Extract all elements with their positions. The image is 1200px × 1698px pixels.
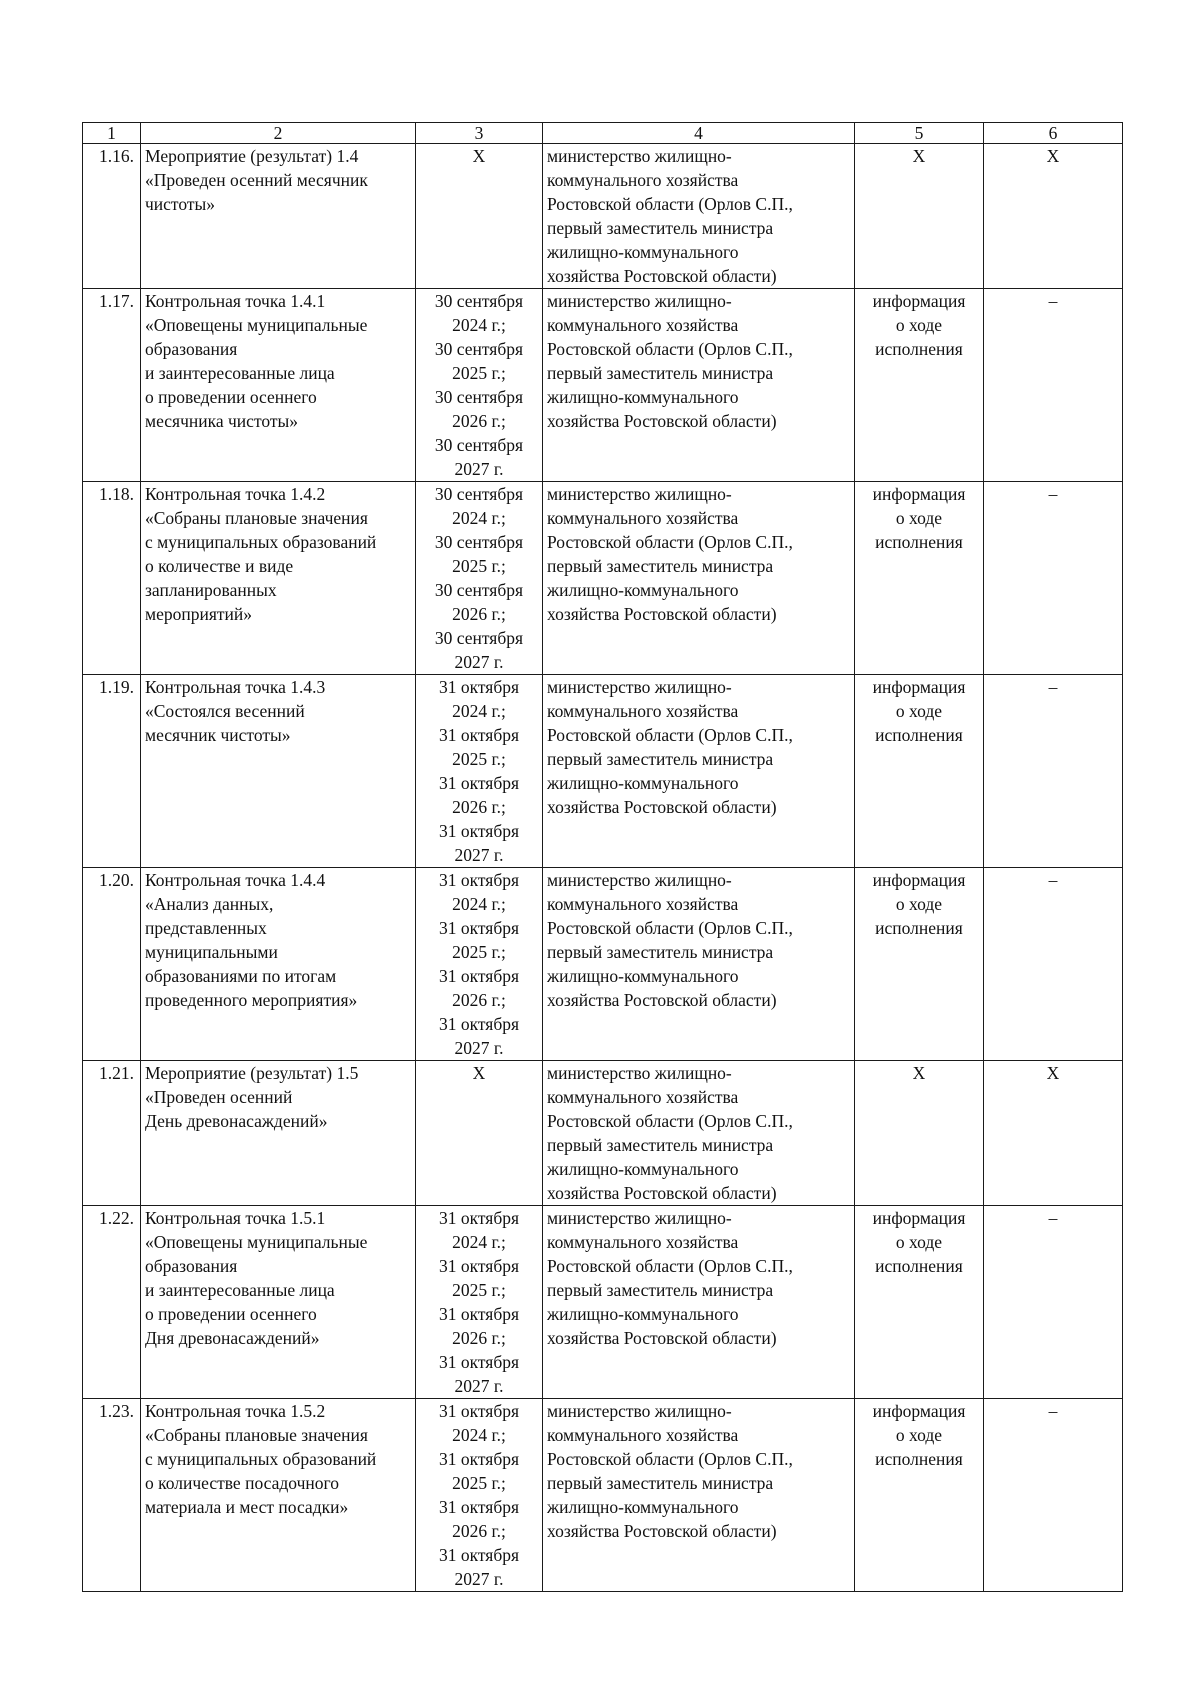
column-number-5: 5 xyxy=(855,123,984,144)
row-number: 1.23. xyxy=(83,1399,141,1592)
confirming-document: информация о ходе исполнения xyxy=(855,1399,984,1592)
column-number-3: 3 xyxy=(416,123,543,144)
implementation-plan-table xyxy=(82,122,1123,1592)
information-system: – xyxy=(984,1399,1123,1592)
event-name: Контрольная точка 1.4.3 «Состоялся весенний месячник чистоты» xyxy=(141,675,416,868)
confirming-document: информация о ходе исполнения xyxy=(855,675,984,868)
confirming-document: информация о ходе исполнения xyxy=(855,1206,984,1399)
confirming-document: информация о ходе исполнения xyxy=(855,482,984,675)
information-system: X xyxy=(984,1061,1123,1206)
responsible-executor: министерство жилищно- коммунального хозяйства Ростовской области (Орлов С.П., первый заместитель министра жилищно-коммунального хозяйства Ростовской области) xyxy=(543,1399,855,1592)
row-number: 1.19. xyxy=(83,675,141,868)
information-system: – xyxy=(984,1206,1123,1399)
information-system: X xyxy=(984,144,1123,289)
table-row xyxy=(83,675,1123,868)
responsible-executor: министерство жилищно- коммунального хозяйства Ростовской области (Орлов С.П., первый заместитель министра жилищно-коммунального хозяйства Ростовской области) xyxy=(543,144,855,289)
event-name: Контрольная точка 1.5.2 «Собраны плановые значения с муниципальных образований о количестве посадочного материала и мест посадки» xyxy=(141,1399,416,1592)
responsible-executor: министерство жилищно- коммунального хозяйства Ростовской области (Орлов С.П., первый заместитель министра жилищно-коммунального хозяйства Ростовской области) xyxy=(543,675,855,868)
information-system: – xyxy=(984,868,1123,1061)
table-row xyxy=(83,482,1123,675)
event-name: Контрольная точка 1.4.1 «Оповещены муниципальные образования и заинтересованные лица о проведении осеннего месячника чистоты» xyxy=(141,289,416,482)
table-row xyxy=(83,1206,1123,1399)
table-row xyxy=(83,289,1123,482)
due-date: 31 октября 2024 г.; 31 октября 2025 г.; 31 октября 2026 г.; 31 октября 2027 г. xyxy=(416,1399,543,1592)
confirming-document: информация о ходе исполнения xyxy=(855,868,984,1061)
information-system: – xyxy=(984,482,1123,675)
event-name: Контрольная точка 1.5.1 «Оповещены муниципальные образования и заинтересованные лица о проведении осеннего Дня древонасаждений» xyxy=(141,1206,416,1399)
event-name: Мероприятие (результат) 1.5 «Проведен осенний День древонасаждений» xyxy=(141,1061,416,1206)
event-name: Контрольная точка 1.4.2 «Собраны плановые значения с муниципальных образований о количестве и виде запланированных мероприятий» xyxy=(141,482,416,675)
responsible-executor: министерство жилищно- коммунального хозяйства Ростовской области (Орлов С.П., первый заместитель министра жилищно-коммунального хозяйства Ростовской области) xyxy=(543,482,855,675)
confirming-document: информация о ходе исполнения xyxy=(855,289,984,482)
due-date: 31 октября 2024 г.; 31 октября 2025 г.; 31 октября 2026 г.; 31 октября 2027 г. xyxy=(416,1206,543,1399)
column-number-4: 4 xyxy=(543,123,855,144)
row-number: 1.18. xyxy=(83,482,141,675)
due-date: 30 сентября 2024 г.; 30 сентября 2025 г.; 30 сентября 2026 г.; 30 сентября 2027 г. xyxy=(416,289,543,482)
table-row xyxy=(83,1399,1123,1592)
responsible-executor: министерство жилищно- коммунального хозяйства Ростовской области (Орлов С.П., первый заместитель министра жилищно-коммунального хозяйства Ростовской области) xyxy=(543,1206,855,1399)
row-number: 1.16. xyxy=(83,144,141,289)
column-number-2: 2 xyxy=(141,123,416,144)
event-name: Контрольная точка 1.4.4 «Анализ данных, представленных муниципальными образованиями по итогам проведенного мероприятия» xyxy=(141,868,416,1061)
responsible-executor: министерство жилищно- коммунального хозяйства Ростовской области (Орлов С.П., первый заместитель министра жилищно-коммунального хозяйства Ростовской области) xyxy=(543,1061,855,1206)
row-number: 1.22. xyxy=(83,1206,141,1399)
column-number-1: 1 xyxy=(83,123,141,144)
event-name: Мероприятие (результат) 1.4 «Проведен осенний месячник чистоты» xyxy=(141,144,416,289)
due-date: X xyxy=(416,1061,543,1206)
row-number: 1.20. xyxy=(83,868,141,1061)
column-number-6: 6 xyxy=(984,123,1123,144)
row-number: 1.21. xyxy=(83,1061,141,1206)
confirming-document: X xyxy=(855,1061,984,1206)
document-page xyxy=(82,122,1122,1592)
due-date: 31 октября 2024 г.; 31 октября 2025 г.; 31 октября 2026 г.; 31 октября 2027 г. xyxy=(416,675,543,868)
responsible-executor: министерство жилищно- коммунального хозяйства Ростовской области (Орлов С.П., первый заместитель министра жилищно-коммунального хозяйства Ростовской области) xyxy=(543,868,855,1061)
responsible-executor: министерство жилищно- коммунального хозяйства Ростовской области (Орлов С.П., первый заместитель министра жилищно-коммунального хозяйства Ростовской области) xyxy=(543,289,855,482)
table-row xyxy=(83,144,1123,289)
due-date: X xyxy=(416,144,543,289)
due-date: 30 сентября 2024 г.; 30 сентября 2025 г.; 30 сентября 2026 г.; 30 сентября 2027 г. xyxy=(416,482,543,675)
table-row xyxy=(83,868,1123,1061)
table-row xyxy=(83,1061,1123,1206)
column-number-row xyxy=(83,123,1123,144)
information-system: – xyxy=(984,675,1123,868)
confirming-document: X xyxy=(855,144,984,289)
row-number: 1.17. xyxy=(83,289,141,482)
information-system: – xyxy=(984,289,1123,482)
due-date: 31 октября 2024 г.; 31 октября 2025 г.; 31 октября 2026 г.; 31 октября 2027 г. xyxy=(416,868,543,1061)
